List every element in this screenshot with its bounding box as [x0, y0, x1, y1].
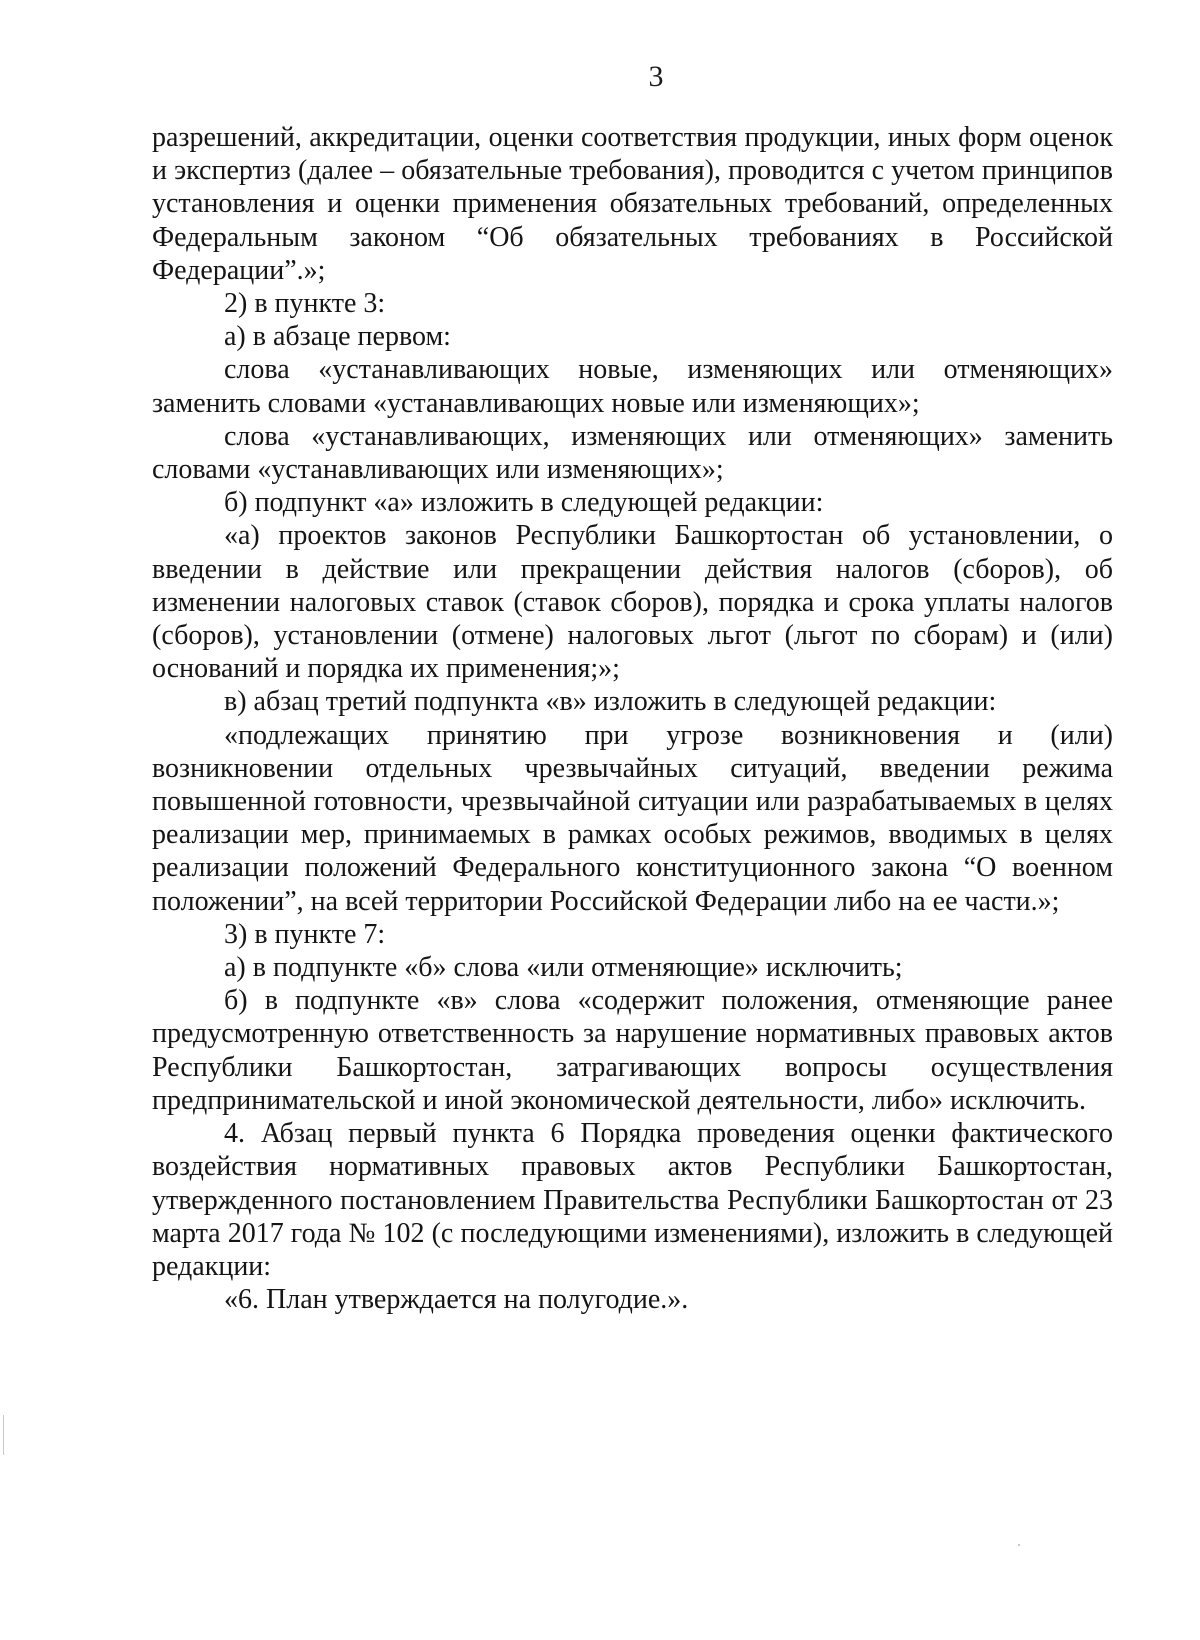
paragraph-quoted-subitem-v: «подлежащих принятию при угрозе возникновения и (или) возникновении отдельных чрезвычайных ситуаций, введении режима повышенной готовности, чрезвычайной ситуации или разрабатываемых в целях реализации мер, принимаемых в рамках особых режимов, вводимых в целях реализации положений Федерального конституционного закона “О военном положении”, на всей территории Российской Федерации либо на ее части.»;: [152, 719, 1113, 917]
scan-artifact-dot: [1018, 1544, 1020, 1546]
paragraph-subitem-b: б) подпункт «а» изложить в следующей редакции:: [224, 487, 824, 519]
paragraph-item-3: 3) в пункте 7:: [224, 918, 386, 950]
page-number: 3: [648, 60, 664, 93]
paragraph-quoted-subitem-a: «а) проектов законов Республики Башкортостан об установлении, о введении в действие или прекращении действия налогов (сборов), об изменении налоговых ставок (ставок сборов), порядка и срока уплаты налогов (сборов), установлении (отмене) налоговых льгот (льгот по сборам) и (или) оснований и порядка их применения;»;: [152, 520, 1113, 685]
paragraph-replace-words-2: слова «устанавливающих, изменяющих или отменяющих» заменить словами «устанавливающих или изменяющих»;: [152, 420, 1113, 486]
paragraph-continuation: разрешений, аккредитации, оценки соответствия продукции, иных форм оценок и экспертиз (далее – обязательные требования), проводится с учетом принципов установления и оценки применения обязательных требований, определенных Федеральным законом “Об обязательных требованиях в Российской Федерации”.»;: [152, 122, 1113, 286]
paragraph-item-2: 2) в пункте 3:: [224, 288, 386, 320]
document-body: [152, 121, 1113, 1316]
paragraph-replace-words-1: слова «устанавливающих новые, изменяющих или отменяющих» заменить словами «устанавливающих новые или изменяющих»;: [152, 354, 1113, 419]
paragraph-item-3-b: б) в подпункте «в» слова «содержит положения, отменяющие ранее предусмотренную ответственность за нарушение нормативных правовых актов Республики Башкортостан, затрагивающих вопросы осуществления предпринимательской и иной экономической деятельности, либо» исключить.: [152, 985, 1113, 1116]
paragraph-item-4: 4. Абзац первый пункта 6 Порядка проведения оценки фактического воздействия нормативных правовых актов Республики Башкортостан, утвержденного постановлением Правительства Республики Башкортостан от 23 марта 2017 года № 102 (с последующими изменениями), изложить в следующей редакции:: [152, 1118, 1113, 1282]
scan-artifact-line: [3, 1415, 4, 1455]
paragraph-subitem-a: а) в абзаце первом:: [224, 321, 451, 353]
paragraph-item-3-a: а) в подпункте «б» слова «или отменяющие» исключить;: [224, 952, 903, 984]
paragraph-subitem-v: в) абзац третий подпункта «в» изложить в следующей редакции:: [224, 686, 997, 718]
paragraph-item-4-text: «6. План утверждается на полугодие.».: [224, 1284, 689, 1316]
